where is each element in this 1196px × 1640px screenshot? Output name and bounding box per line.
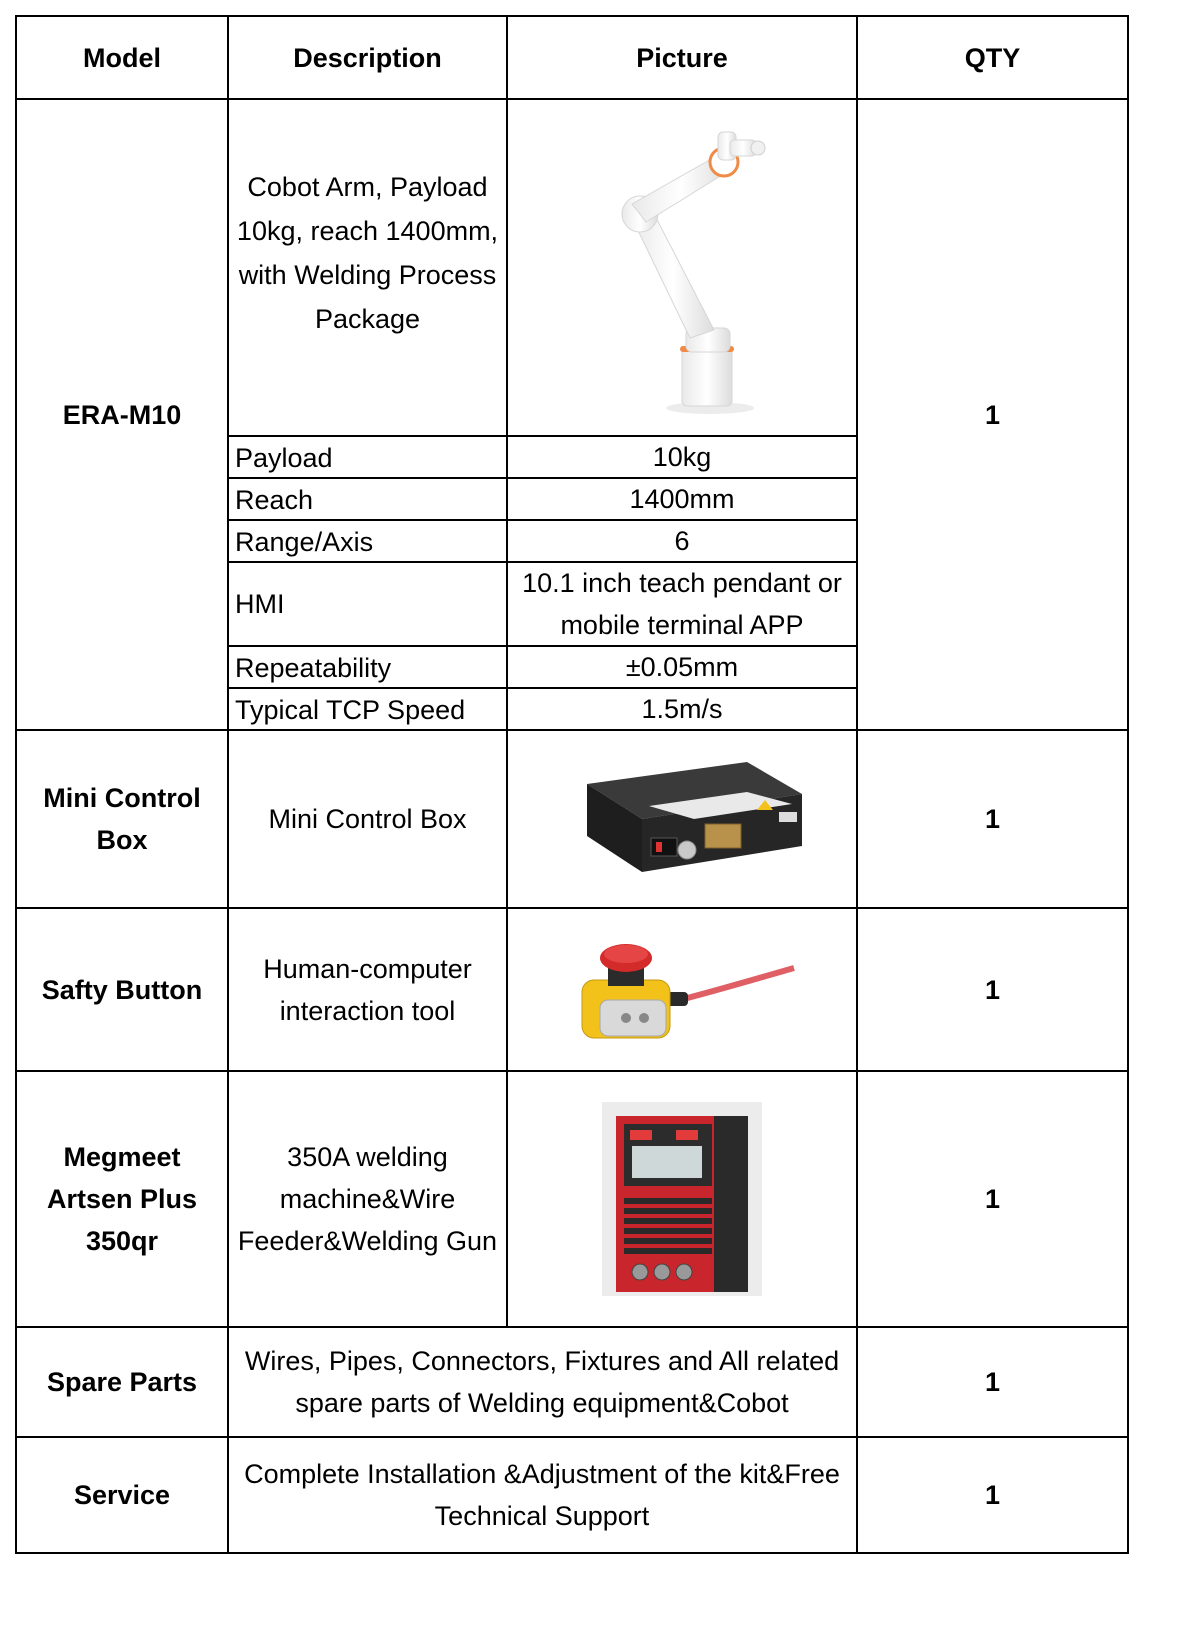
header-picture: Picture bbox=[636, 42, 728, 73]
description-control-box: Mini Control Box bbox=[268, 804, 467, 834]
control-box-photo bbox=[508, 731, 856, 907]
spec-value-range-axis: 6 bbox=[674, 526, 690, 556]
qty-era-m10: 1 bbox=[984, 399, 1001, 430]
emergency-stop-button-photo bbox=[508, 909, 856, 1070]
header-model: Model bbox=[83, 42, 161, 73]
description-service: Complete Installation &Adjustment of the kit&Free Technical Support bbox=[244, 1459, 840, 1531]
spec-value-reach: 1400mm bbox=[629, 484, 735, 514]
qty-megmeet: 1 bbox=[984, 1184, 1001, 1214]
spec-value-repeatability: ±0.05mm bbox=[625, 652, 739, 682]
spec-label-range-axis: Range/Axis bbox=[235, 527, 374, 557]
model-safety-button: Safty Button bbox=[41, 974, 203, 1005]
spec-label-reach: Reach bbox=[235, 485, 314, 515]
spec-value-tcp-speed: 1.5m/s bbox=[641, 694, 723, 724]
qty-safety-button: 1 bbox=[984, 974, 1001, 1005]
model-spare-parts: Spare Parts bbox=[46, 1367, 198, 1397]
cobot-arm-photo bbox=[508, 100, 856, 435]
spec-label-repeatability: Repeatability bbox=[235, 653, 392, 683]
description-cobot: Cobot Arm, Payload 10kg, reach 1400mm, with Welding Process Package bbox=[236, 171, 499, 334]
spec-label-hmi: HMI bbox=[235, 589, 285, 619]
spec-label-payload: Payload bbox=[235, 443, 333, 473]
description-spare-parts: Wires, Pipes, Connectors, Fixtures and All related spare parts of Welding equipment&Cobot bbox=[244, 1346, 840, 1418]
model-service: Service bbox=[73, 1480, 171, 1510]
header-description: Description bbox=[293, 42, 442, 73]
spec-value-payload: 10kg bbox=[652, 442, 712, 472]
welding-machine-photo bbox=[508, 1072, 856, 1326]
qty-spare-parts: 1 bbox=[984, 1367, 1001, 1397]
spec-value-hmi: 10.1 inch teach pendant or mobile terminal APP bbox=[522, 568, 842, 640]
description-welding-machine: 350A welding machine&Wire Feeder&Welding Gun bbox=[237, 1142, 498, 1256]
model-mini-control-box: Mini Control Box bbox=[43, 783, 201, 855]
header-qty: QTY bbox=[964, 42, 1021, 73]
model-megmeet-artsen: Megmeet Artsen Plus 350qr bbox=[46, 1142, 198, 1256]
spec-label-tcp-speed: Typical TCP Speed bbox=[235, 695, 466, 725]
description-safety-button: Human-computer interaction tool bbox=[263, 953, 472, 1026]
qty-service: 1 bbox=[984, 1480, 1001, 1510]
qty-mini-control-box: 1 bbox=[984, 804, 1001, 834]
model-era-m10: ERA-M10 bbox=[62, 399, 182, 430]
